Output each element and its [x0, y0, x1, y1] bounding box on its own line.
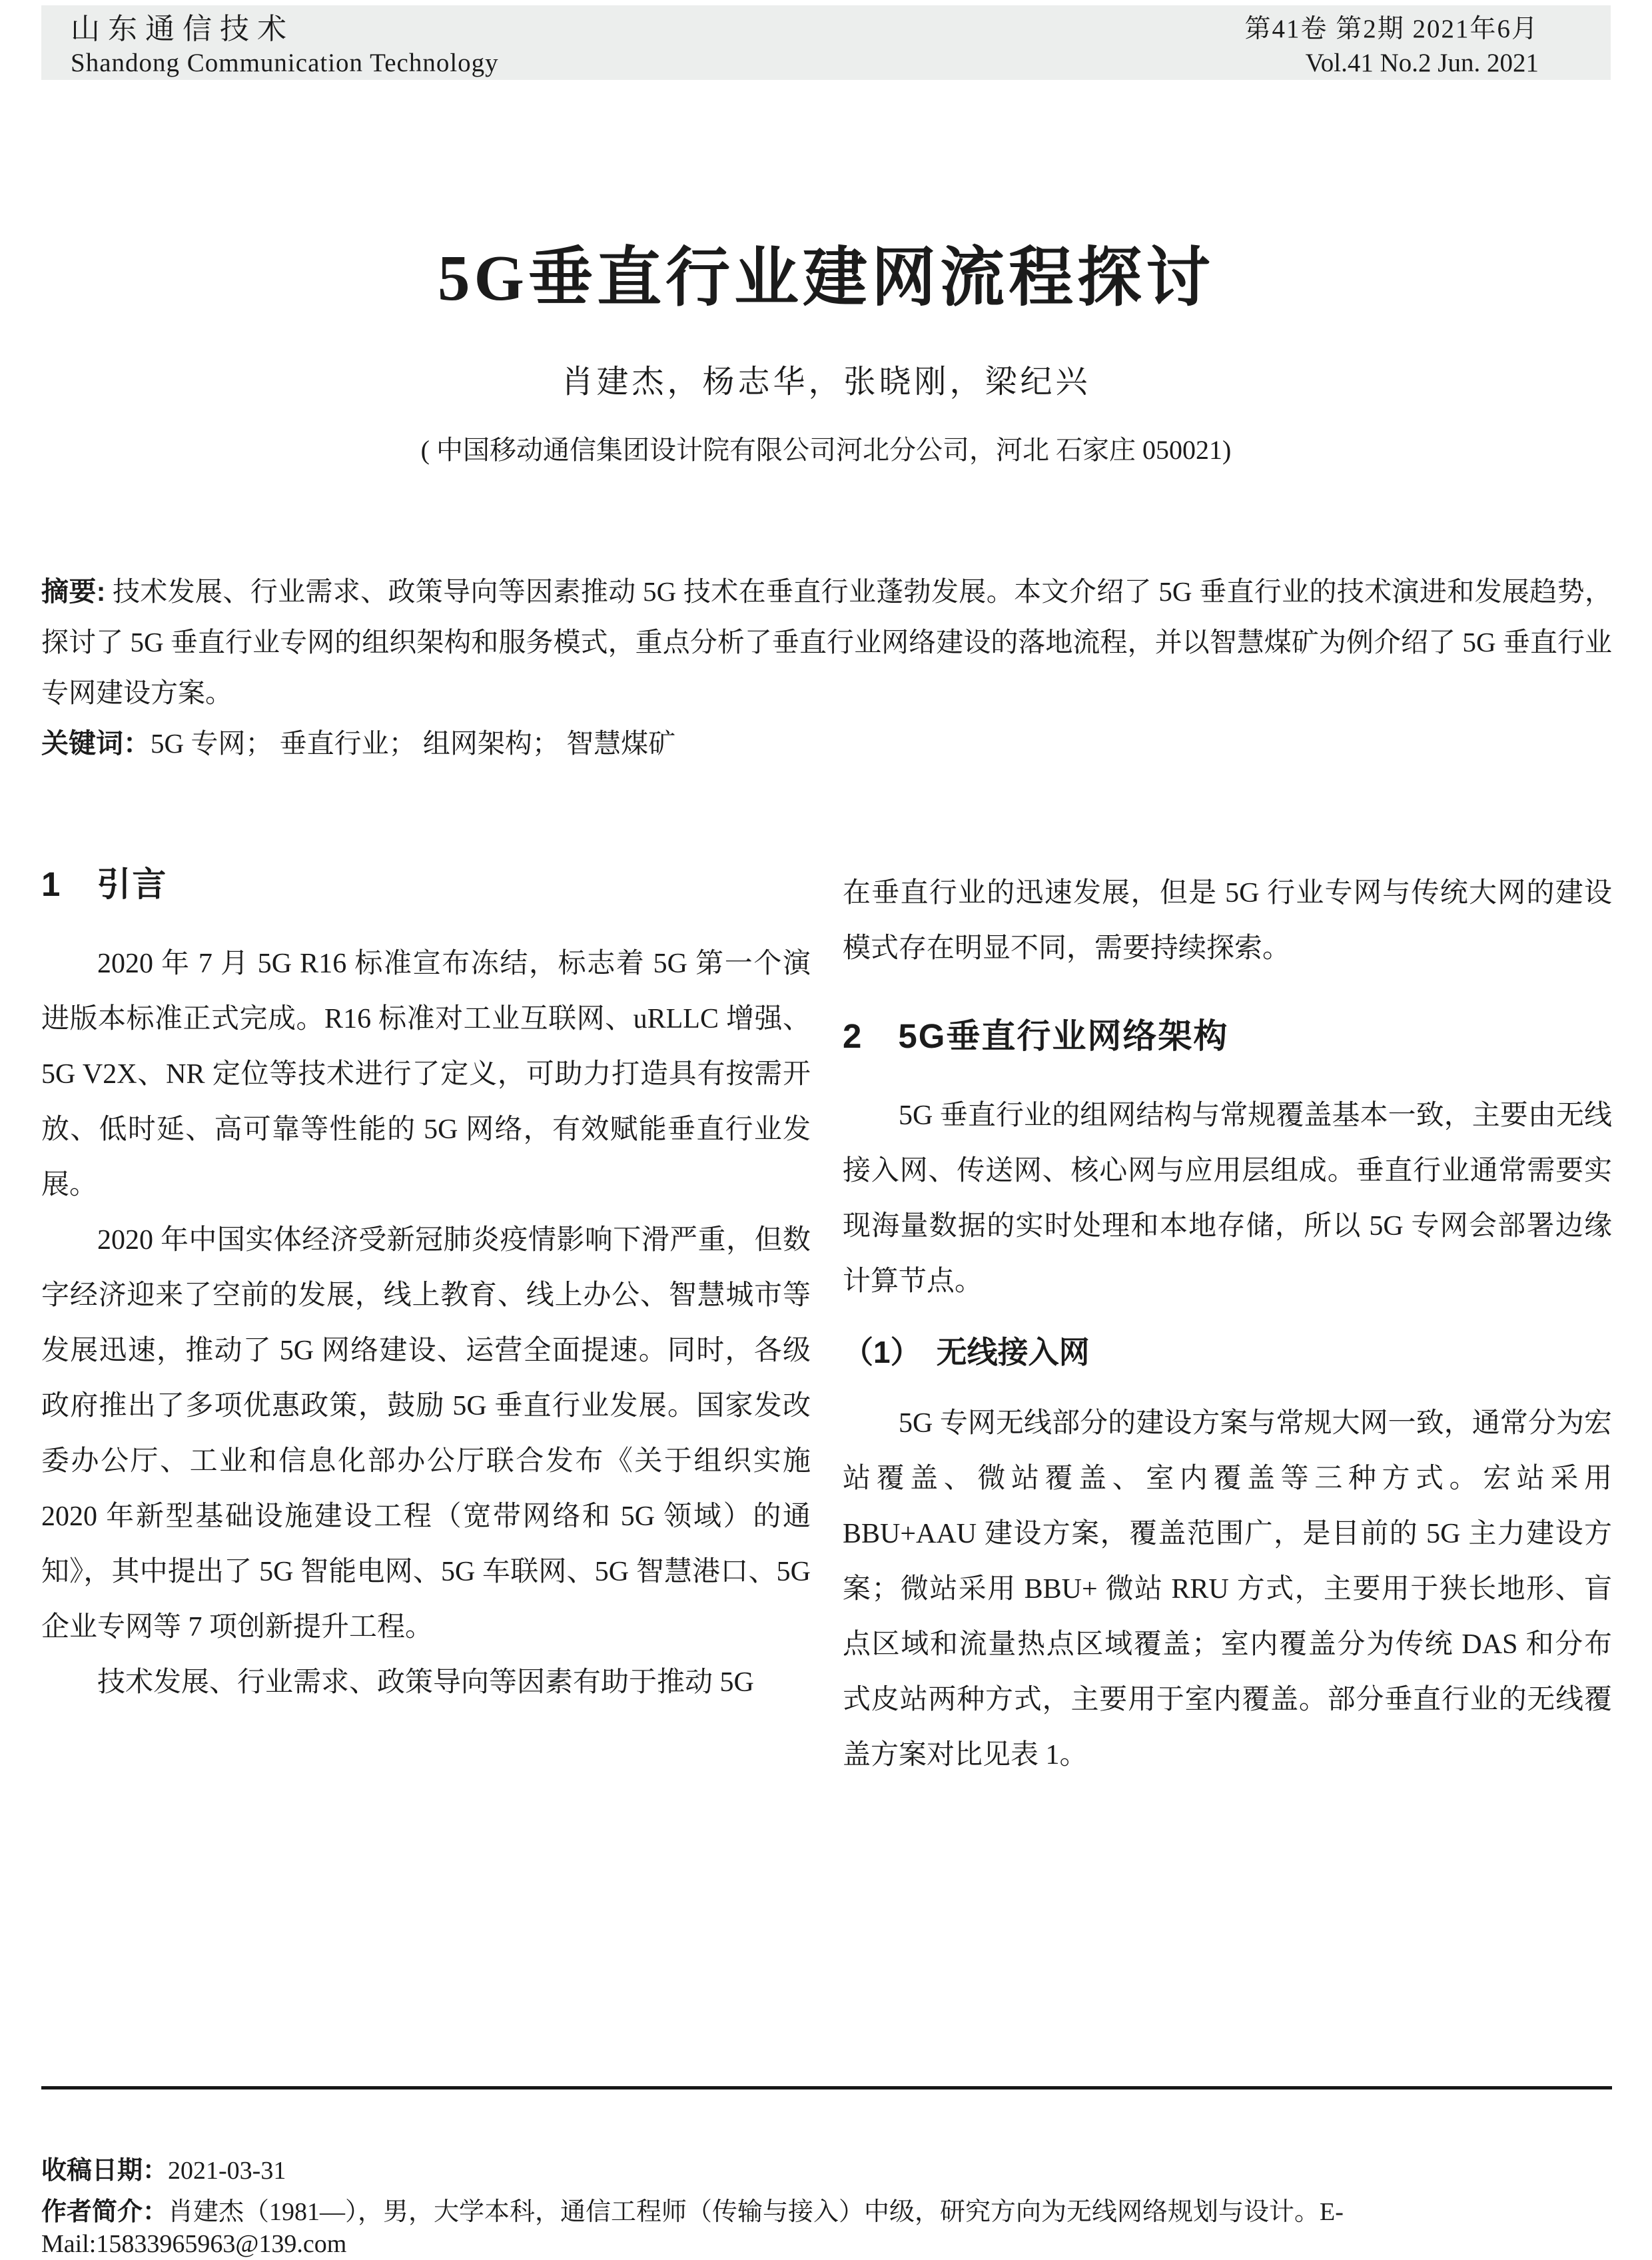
journal-header	[41, 5, 1611, 80]
received-date-label: 收稿日期：	[41, 2157, 169, 2185]
paragraph-5: 5G 专网无线部分的建设方案与常规大网一致，通常分为宏站覆盖、微站覆盖、室内覆盖等三种方式。宏站采用 BBU+AAU 建设方案，覆盖范围广，是目前的 5G 主力建设方案；微站采用 BBU+ 微站 RRU 方式，主要用于狭长地形、盲点区域和流量热点区域覆盖；室内覆盖分为传统 DAS 和分布式皮站两种方式，主要用于室内覆盖。部分垂直行业的无线覆盖方案对比见表 1。	[843, 1408, 1612, 1770]
article-title: 5G垂直行业建网流程探讨	[438, 242, 1214, 314]
received-date-value: 2021-03-31	[168, 2157, 286, 2185]
paragraph-1: 2020 年 7 月 5G R16 标准宣布冻结，标志着 5G 第一个演进版本标准正式完成。R16 标准对工业互联网、uRLLC 增强、5G V2X、NR 定位等技术进行了定义，可助力打造具有按需开放、低时延、高可靠等性能的 5G 网络，有效赋能垂直行业发展。	[41, 948, 811, 1200]
paragraph-2: 2020 年中国实体经济受新冠肺炎疫情影响下滑严重，但数字经济迎来了空前的发展，线上教育、线上办公、智慧城市等发展迅速，推动了 5G 网络建设、运营全面提速。同时，各级政府推出了多项优惠政策，鼓励 5G 垂直行业发展。国家发改委办公厅、工业和信息化部办公厅联合发布《关于组织实施 2020 年新型基础设施建设工程（宽带网络和 5G 领域）的通知》，其中提出了 5G 智能电网、5G 车联网、5G 智慧港口、5G 企业专网等 7 项创新提升工程。	[41, 1225, 811, 1643]
abstract-text: 技术发展、行业需求、政策导向等因素推动 5G 技术在垂直行业蓬勃发展。本文介绍了 5G 垂直行业的技术演进和发展趋势，探讨了 5G 垂直行业专网的组织架构和服务模式，重点分析了垂直行业网络建设的落地流程，并以智慧煤矿为例介绍了 5G 垂直行业专网建设方案。	[41, 576, 1612, 708]
sub-heading-ran: （1） 无线接入网	[843, 1335, 1090, 1369]
keywords-text: 5G 专网； 垂直行业； 组网架构； 智慧煤矿	[151, 728, 676, 759]
left-column	[41, 846, 811, 1783]
right-column	[843, 846, 1612, 1783]
abstract-paragraph	[41, 566, 1612, 718]
abstract-block	[41, 566, 1612, 769]
issue-info-block	[1244, 12, 1539, 80]
issue-info-en: Vol.41 No.2 Jun. 2021	[1305, 49, 1539, 77]
journal-name-block	[71, 12, 499, 80]
paragraph-3-continued: 在垂直行业的迅速发展，但是 5G 行业专网与传统大网的建设模式存在明显不同，需要持续探索。	[843, 878, 1612, 964]
keywords-line	[41, 718, 1612, 769]
author-bio-label: 作者简介：	[41, 2198, 169, 2226]
issue-info-cn: 第41卷 第2期 2021年6月	[1244, 15, 1539, 43]
author-list: 肖建杰，杨志华，张晓刚，梁纪兴	[561, 364, 1091, 400]
author-bio-line	[41, 2196, 1612, 2260]
body-columns	[41, 846, 1612, 1783]
paragraph-4: 5G 垂直行业的组网结构与常规覆盖基本一致，主要由无线接入网、传送网、核心网与应用层组成。垂直行业通常需要实现海量数据的实时处理和本地存储，所以 5G 专网会部署边缘计算节点。	[843, 1100, 1612, 1297]
journal-name-en: Shandong Communication Technology	[71, 49, 499, 77]
author-bio-text: 肖建杰（1981—），男，大学本科，通信工程师（传输与接入）中级，研究方向为无线网络规划与设计。	[168, 2198, 1320, 2226]
section-heading-2: 2 5G垂直行业网络架构	[843, 1017, 1229, 1055]
received-date-line	[41, 2155, 1612, 2187]
author-affiliation: ( 中国移动通信集团设计院有限公司河北分公司，河北 石家庄 050021)	[420, 435, 1232, 465]
journal-name-cn: 山东通信技术	[71, 13, 294, 45]
keywords-label: 关键词：	[41, 728, 151, 759]
paragraph-3: 技术发展、行业需求、政策导向等因素有助于推动 5G	[97, 1667, 754, 1698]
author-email: E-Mail:15833965963@139.com	[41, 2198, 1344, 2258]
abstract-label: 摘要:	[41, 576, 106, 607]
section-heading-1: 1 引言	[41, 865, 168, 903]
